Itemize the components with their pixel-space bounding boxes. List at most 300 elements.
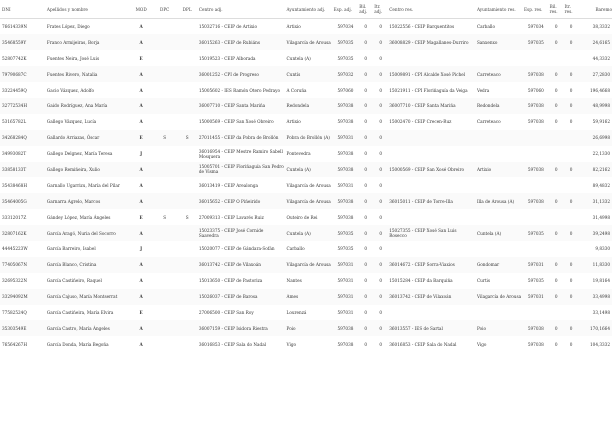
table-cell: Gallego Vázquez, Lucía <box>45 114 128 130</box>
table-cell: 0 <box>548 162 563 178</box>
table-cell: 9,8330 <box>578 241 612 257</box>
table-cell: 15002470 - CEIP Crecen-Ruz <box>387 114 475 130</box>
table-cell: 0 <box>357 34 372 50</box>
table-cell: 0 <box>372 146 387 162</box>
table-cell: S <box>152 209 176 225</box>
table-cell: 36007159 - CEIP Isidora Riestra <box>197 320 285 336</box>
table-cell: 0 <box>372 19 387 35</box>
table-row <box>0 19 612 35</box>
table-cell: 597035 <box>332 50 358 66</box>
table-cell: 597038 <box>522 193 548 209</box>
table-cell: 0 <box>372 193 387 209</box>
table-cell: 0 <box>372 130 387 146</box>
table-cell: 597031 <box>332 273 358 289</box>
table-cell: 36014672 - CEIP Sorra-Viaxios <box>387 257 475 273</box>
table-cell: 36013742 - CEIP de Vilaxoán <box>387 289 475 305</box>
table-cell: A <box>128 257 152 273</box>
table-cell: 0 <box>548 114 563 130</box>
table-cell: García Castiñeiro, Raquel <box>45 273 128 289</box>
table-cell <box>475 209 522 225</box>
table-cell: 597035 <box>332 34 358 50</box>
table-cell: 0 <box>563 257 578 273</box>
table-cell: 597034 <box>332 19 358 35</box>
table-cell: 0 <box>563 114 578 130</box>
table-cell <box>548 209 563 225</box>
table-cell: 597035 <box>332 225 358 241</box>
table-cell: Frates López, Diego <box>45 19 128 35</box>
table-cell: A <box>128 19 152 35</box>
table-row <box>0 273 612 289</box>
table-cell <box>175 336 196 352</box>
table-cell: 31,4998 <box>578 209 612 225</box>
table-cell: 0 <box>548 225 563 241</box>
table-cell: 82,2162 <box>578 162 612 178</box>
column-header: DPL <box>175 0 196 19</box>
table-row <box>0 336 612 352</box>
column-header: DPC <box>152 0 176 19</box>
table-cell: 32772534H <box>0 98 45 114</box>
table-cell <box>548 50 563 66</box>
column-header: Centro res. <box>387 0 475 19</box>
table-cell: E <box>128 50 152 66</box>
table-row <box>0 193 612 209</box>
table-cell <box>152 289 176 305</box>
table-cell: Vilagarcía de Arousa <box>475 289 522 305</box>
table-cell: Cuntís <box>285 66 332 82</box>
table-cell: 36016954 - CEIP Mestre Ramiro Sabell Mosquera <box>197 146 285 162</box>
table-cell <box>175 289 196 305</box>
table-cell: 79790687C <box>0 66 45 82</box>
table-cell: J <box>128 241 152 257</box>
table-cell: 36013419 - CEIP Arealonga <box>197 177 285 193</box>
table-cell: 0 <box>548 82 563 98</box>
table-cell: Ames <box>285 289 332 305</box>
table-cell <box>387 177 475 193</box>
table-cell: 0 <box>372 289 387 305</box>
table-cell: A <box>128 320 152 336</box>
table-row <box>0 82 612 98</box>
table-cell <box>152 114 176 130</box>
table-cell: 0 <box>548 273 563 289</box>
table-cell: 0 <box>548 257 563 273</box>
table-cell: García Barreiro, Isabel <box>45 241 128 257</box>
table-cell: 35438468H <box>0 177 45 193</box>
table-cell: García Donda, María Begoña <box>45 336 128 352</box>
table-cell: E <box>128 209 152 225</box>
table-cell: 0 <box>563 82 578 98</box>
table-cell: 59,9162 <box>578 114 612 130</box>
table-cell: 0 <box>563 66 578 82</box>
table-cell: 36016853 - CEIP Sala do Nadal <box>197 336 285 352</box>
table-cell: 48,9998 <box>578 98 612 114</box>
table-cell: A <box>128 98 152 114</box>
table-cell: 597035 <box>522 225 548 241</box>
table-cell: 0 <box>548 320 563 336</box>
table-cell: A <box>128 289 152 305</box>
table-cell: Vigo <box>475 336 522 352</box>
table-cell: 36007710 - CEIP Santa Mariña <box>387 98 475 114</box>
table-cell: 27011455 - CEIP da Pobra de Brollón <box>197 130 285 146</box>
table-cell <box>175 257 196 273</box>
table-cell <box>563 146 578 162</box>
table-cell <box>152 66 176 82</box>
table-cell: Franco Armijeiras, Borja <box>45 34 128 50</box>
table-cell: Poio <box>285 320 332 336</box>
table-cell: A <box>128 193 152 209</box>
table-cell: Gándey López, María Ángeles <box>45 209 128 225</box>
column-header: Esp. res. <box>522 0 548 19</box>
table-cell: 15005701 - CEIP Floriñaguía San Pedro de Visma <box>197 162 285 178</box>
header-row <box>0 0 612 19</box>
table-cell: 597060 <box>522 82 548 98</box>
table-cell <box>152 98 176 114</box>
table-cell: 0 <box>357 336 372 352</box>
table-cell: 15000569 - CEIP San Xosé Obreiro <box>387 162 475 178</box>
table-cell: Garnallo Ugarrizu, María del Pilar <box>45 177 128 193</box>
table-cell: 35464005G <box>0 193 45 209</box>
table-cell: 0 <box>357 66 372 82</box>
table-cell <box>175 225 196 241</box>
table-cell <box>175 273 196 289</box>
table-cell: Fuentes Rivero, Natalia <box>45 66 128 82</box>
table-cell <box>475 130 522 146</box>
table-cell: 36013742 - CEIP de Vilaxoán <box>197 257 285 273</box>
table-cell: 0 <box>357 257 372 273</box>
table-cell <box>387 241 475 257</box>
table-cell <box>175 19 196 35</box>
table-row <box>0 209 612 225</box>
table-cell: A <box>128 273 152 289</box>
table-cell: 32807162K <box>0 225 45 241</box>
table-cell: 0 <box>357 289 372 305</box>
table-cell: 597032 <box>332 66 358 82</box>
table-cell <box>522 209 548 225</box>
table-cell: 597038 <box>522 320 548 336</box>
table-cell: 19,8164 <box>578 273 612 289</box>
table-cell: 0 <box>357 50 372 66</box>
table-cell: 36015652 - CEIP O Piñeirido <box>197 193 285 209</box>
table-row <box>0 66 612 82</box>
table-cell: Garnarra Agrelo, Marcos <box>45 193 128 209</box>
table-cell: 0 <box>548 66 563 82</box>
column-header: Itr. adj. <box>372 0 387 19</box>
table-cell: 15013650 - CEIP de Pastoriza <box>197 273 285 289</box>
table-cell <box>387 50 475 66</box>
table-cell: 0 <box>563 320 578 336</box>
table-cell: Vilagarcía de Arousa <box>285 177 332 193</box>
table-cell: 0 <box>563 193 578 209</box>
table-cell: 15022556 - CEIP Barquentitos <box>387 19 475 35</box>
table-cell: Carballo <box>475 19 522 35</box>
table-cell: García Cajuso, María Montserrat <box>45 289 128 305</box>
table-cell: 0 <box>548 336 563 352</box>
table-cell: Gacio Vázquez, Adolfo <box>45 82 128 98</box>
table-cell: 22,1330 <box>578 146 612 162</box>
table-cell: E <box>128 130 152 146</box>
table-cell: 0 <box>372 320 387 336</box>
table-cell <box>152 305 176 321</box>
table-cell: 0 <box>357 19 372 35</box>
table-cell: 36013557 - IES de Sartal <box>387 320 475 336</box>
table-cell: 89,4832 <box>578 177 612 193</box>
table-cell: 36007710 - CEIP Santa Mariña <box>197 98 285 114</box>
table-cell: Cuntela (A) <box>285 162 332 178</box>
table-row <box>0 177 612 193</box>
table-cell <box>152 225 176 241</box>
table-cell: 35468559Y <box>0 34 45 50</box>
table-cell: 35303549E <box>0 320 45 336</box>
table-cell <box>548 146 563 162</box>
table-cell: Vilagarcía de Arousa <box>285 193 332 209</box>
table-cell: 77405067N <box>0 257 45 273</box>
table-cell <box>563 209 578 225</box>
table-cell <box>522 305 548 321</box>
table-cell: 0 <box>372 336 387 352</box>
table-cell: 15019523 - CEIP Alborada <box>197 50 285 66</box>
table-cell: 27009313 - CEIP Lavarés Ruiz <box>197 209 285 225</box>
table-cell: 44,3332 <box>578 50 612 66</box>
table-row <box>0 130 612 146</box>
table-row <box>0 50 612 66</box>
table-cell: 597038 <box>332 146 358 162</box>
table-cell: 0 <box>563 273 578 289</box>
table-cell: 15026037 - CEIP de Barosa <box>197 289 285 305</box>
table-cell <box>548 130 563 146</box>
table-cell <box>152 193 176 209</box>
table-cell: Illa de Arousa (A) <box>475 193 522 209</box>
table-cell: 0 <box>357 98 372 114</box>
table-cell <box>563 50 578 66</box>
table-cell: A <box>128 66 152 82</box>
table-cell: 0 <box>372 177 387 193</box>
table-cell: 597038 <box>332 193 358 209</box>
table-cell: 27,2830 <box>578 66 612 82</box>
table-cell: 33858133T <box>0 162 45 178</box>
table-cell <box>563 241 578 257</box>
table-cell: A <box>128 114 152 130</box>
table-cell <box>152 162 176 178</box>
table-cell: 0 <box>357 225 372 241</box>
table-cell: 38,3332 <box>578 19 612 35</box>
table-cell: 0 <box>548 193 563 209</box>
table-cell: Carballo <box>285 241 332 257</box>
table-row <box>0 162 612 178</box>
table-cell: Vedra <box>475 82 522 98</box>
table-cell: Cuntela (A) <box>285 50 332 66</box>
table-cell: Redondela <box>475 98 522 114</box>
table-cell: 0 <box>372 34 387 50</box>
table-cell: 0 <box>357 320 372 336</box>
table-cell: 597031 <box>522 257 548 273</box>
table-cell: 597038 <box>332 209 358 225</box>
table-cell: 597038 <box>332 336 358 352</box>
table-cell <box>152 34 176 50</box>
table-cell <box>387 130 475 146</box>
table-cell: 597031 <box>332 257 358 273</box>
table-cell <box>152 177 176 193</box>
table-cell: 31,1332 <box>578 193 612 209</box>
table-cell: A Coruña <box>285 82 332 98</box>
table-cell: 15005602 - IES Ramón Otero Pedrayo <box>197 82 285 98</box>
table-cell: 0 <box>563 162 578 178</box>
table-cell: Sanxenxo <box>475 34 522 50</box>
column-header: Ayuntamiento adj. <box>285 0 332 19</box>
table-cell: 597035 <box>522 273 548 289</box>
table-cell: Cuntela (A) <box>285 225 332 241</box>
table-cell: 0 <box>372 209 387 225</box>
table-cell: 0 <box>548 19 563 35</box>
table-cell: 36015011 - CEIP de Torre-Illa <box>387 193 475 209</box>
column-header: DNI <box>0 0 45 19</box>
table-cell: 0 <box>372 50 387 66</box>
table-cell: 0 <box>357 114 372 130</box>
table-cell: 597038 <box>332 162 358 178</box>
table-cell: 27006500 - CEIP San Roy <box>197 305 285 321</box>
table-cell <box>152 257 176 273</box>
table-cell <box>563 305 578 321</box>
table-cell: 597038 <box>522 162 548 178</box>
table-cell: 597038 <box>332 98 358 114</box>
table-cell: 597031 <box>332 289 358 305</box>
table-cell: 0 <box>563 336 578 352</box>
table-row <box>0 241 612 257</box>
table-cell <box>152 82 176 98</box>
table-cell: Vilagarcía de Arousa <box>285 257 332 273</box>
table-cell: S <box>152 130 176 146</box>
table-body <box>0 19 612 353</box>
table-cell: 0 <box>357 162 372 178</box>
table-row <box>0 320 612 336</box>
table-row <box>0 305 612 321</box>
table-cell: Gaido Rodríguez, Ana María <box>45 98 128 114</box>
table-cell <box>152 273 176 289</box>
table-cell: 196,4668 <box>578 82 612 98</box>
table-cell: 15027355 - CEIP Xosé San Luis Rosecco <box>387 225 475 241</box>
table-cell: 0 <box>548 289 563 305</box>
table-cell: 26,6998 <box>578 130 612 146</box>
table-cell: Pontevedra <box>285 146 332 162</box>
table-cell: 0 <box>372 241 387 257</box>
table-cell: S <box>175 130 196 146</box>
table-cell: Carreteaco <box>475 114 522 130</box>
table-cell: Artixio <box>285 114 332 130</box>
table-cell: 0 <box>357 273 372 289</box>
table-cell: 0 <box>357 177 372 193</box>
table-cell: 32695322N <box>0 273 45 289</box>
table-cell: 39,2498 <box>578 225 612 241</box>
table-cell: 52807742K <box>0 50 45 66</box>
table-cell: 597038 <box>522 66 548 82</box>
table-cell <box>522 241 548 257</box>
table-cell: 0 <box>357 193 372 209</box>
table-cell: Artixio <box>475 162 522 178</box>
table-cell: Fuentes Neira, José Luis <box>45 50 128 66</box>
table-cell <box>548 177 563 193</box>
table-cell: 77582524Q <box>0 305 45 321</box>
table-row <box>0 114 612 130</box>
table-cell: 0 <box>563 19 578 35</box>
column-header: Itr. res. <box>563 0 578 19</box>
table-cell: Cuntela (A) <box>475 225 522 241</box>
table-cell: Redondela <box>285 98 332 114</box>
table-cell: Nantes <box>285 273 332 289</box>
table-cell: 15009891 - CPI Alcalde Xosé Pichel <box>387 66 475 82</box>
table-row <box>0 98 612 114</box>
table-cell: Artixio <box>285 19 332 35</box>
table-cell: 33,1498 <box>578 305 612 321</box>
table-cell: A <box>128 225 152 241</box>
table-cell: 0 <box>548 98 563 114</box>
table-cell: 0 <box>548 34 563 50</box>
table-cell <box>152 336 176 352</box>
table-cell: 597038 <box>522 336 548 352</box>
table-cell <box>175 146 196 162</box>
table-cell: Vilagarcía de Arousa <box>285 34 332 50</box>
table-cell <box>475 241 522 257</box>
table-cell: J <box>128 146 152 162</box>
table-cell <box>152 146 176 162</box>
table-cell: 0 <box>357 241 372 257</box>
table-cell: 0 <box>563 98 578 114</box>
table-cell: 170,1664 <box>578 320 612 336</box>
table-cell: Curtis <box>475 273 522 289</box>
table-cell: Lourenzá <box>285 305 332 321</box>
table-cell: 33294092M <box>0 289 45 305</box>
table-cell: Gallardo Arriazas, Óscar <box>45 130 128 146</box>
table-cell: 0 <box>357 305 372 321</box>
table-cell: 15023375 - CEIP José Cornide Saavedra <box>197 225 285 241</box>
table-cell <box>175 241 196 257</box>
table-cell: 0 <box>372 273 387 289</box>
table-cell: 0 <box>372 225 387 241</box>
table-cell: 0 <box>563 225 578 241</box>
table-cell <box>152 19 176 35</box>
table-cell: A <box>128 336 152 352</box>
table-cell <box>387 146 475 162</box>
table-cell <box>387 209 475 225</box>
table-cell: 11,8330 <box>578 257 612 273</box>
table-cell: E <box>128 305 152 321</box>
table-cell: 15032716 - CEIP de Artixio <box>197 19 285 35</box>
table-cell <box>522 130 548 146</box>
table-cell <box>522 50 548 66</box>
table-cell: Poio <box>475 320 522 336</box>
table-cell: 33312017Z <box>0 209 45 225</box>
column-header: Bil. res. <box>548 0 563 19</box>
table-cell: Gondomar <box>475 257 522 273</box>
table-cell: 0 <box>357 130 372 146</box>
table-cell: Pobra do Brollón (A) <box>285 130 332 146</box>
column-header: MOD <box>128 0 152 19</box>
table-cell: 0 <box>357 146 372 162</box>
column-header: Centro adj. <box>197 0 285 19</box>
table-cell: Gallego Delgnez, María Teresa <box>45 146 128 162</box>
table-cell: 0 <box>563 289 578 305</box>
table-cell: 0 <box>372 82 387 98</box>
table-cell: 0 <box>357 82 372 98</box>
table-cell: 24,6165 <box>578 34 612 50</box>
table-cell: 76564267H <box>0 336 45 352</box>
table-cell: 0 <box>372 257 387 273</box>
table-cell <box>175 305 196 321</box>
column-header: Ayuntamiento res. <box>475 0 522 19</box>
table-row <box>0 146 612 162</box>
table-cell: 15015284 - CEIP da Barquiña <box>387 273 475 289</box>
table-cell: Outeiro de Rei <box>285 209 332 225</box>
table-cell <box>548 241 563 257</box>
table-cell: 36008829 - CEIP Magallanes-Durriro <box>387 34 475 50</box>
table-cell: 36015263 - CEIP de Rubiáns <box>197 34 285 50</box>
